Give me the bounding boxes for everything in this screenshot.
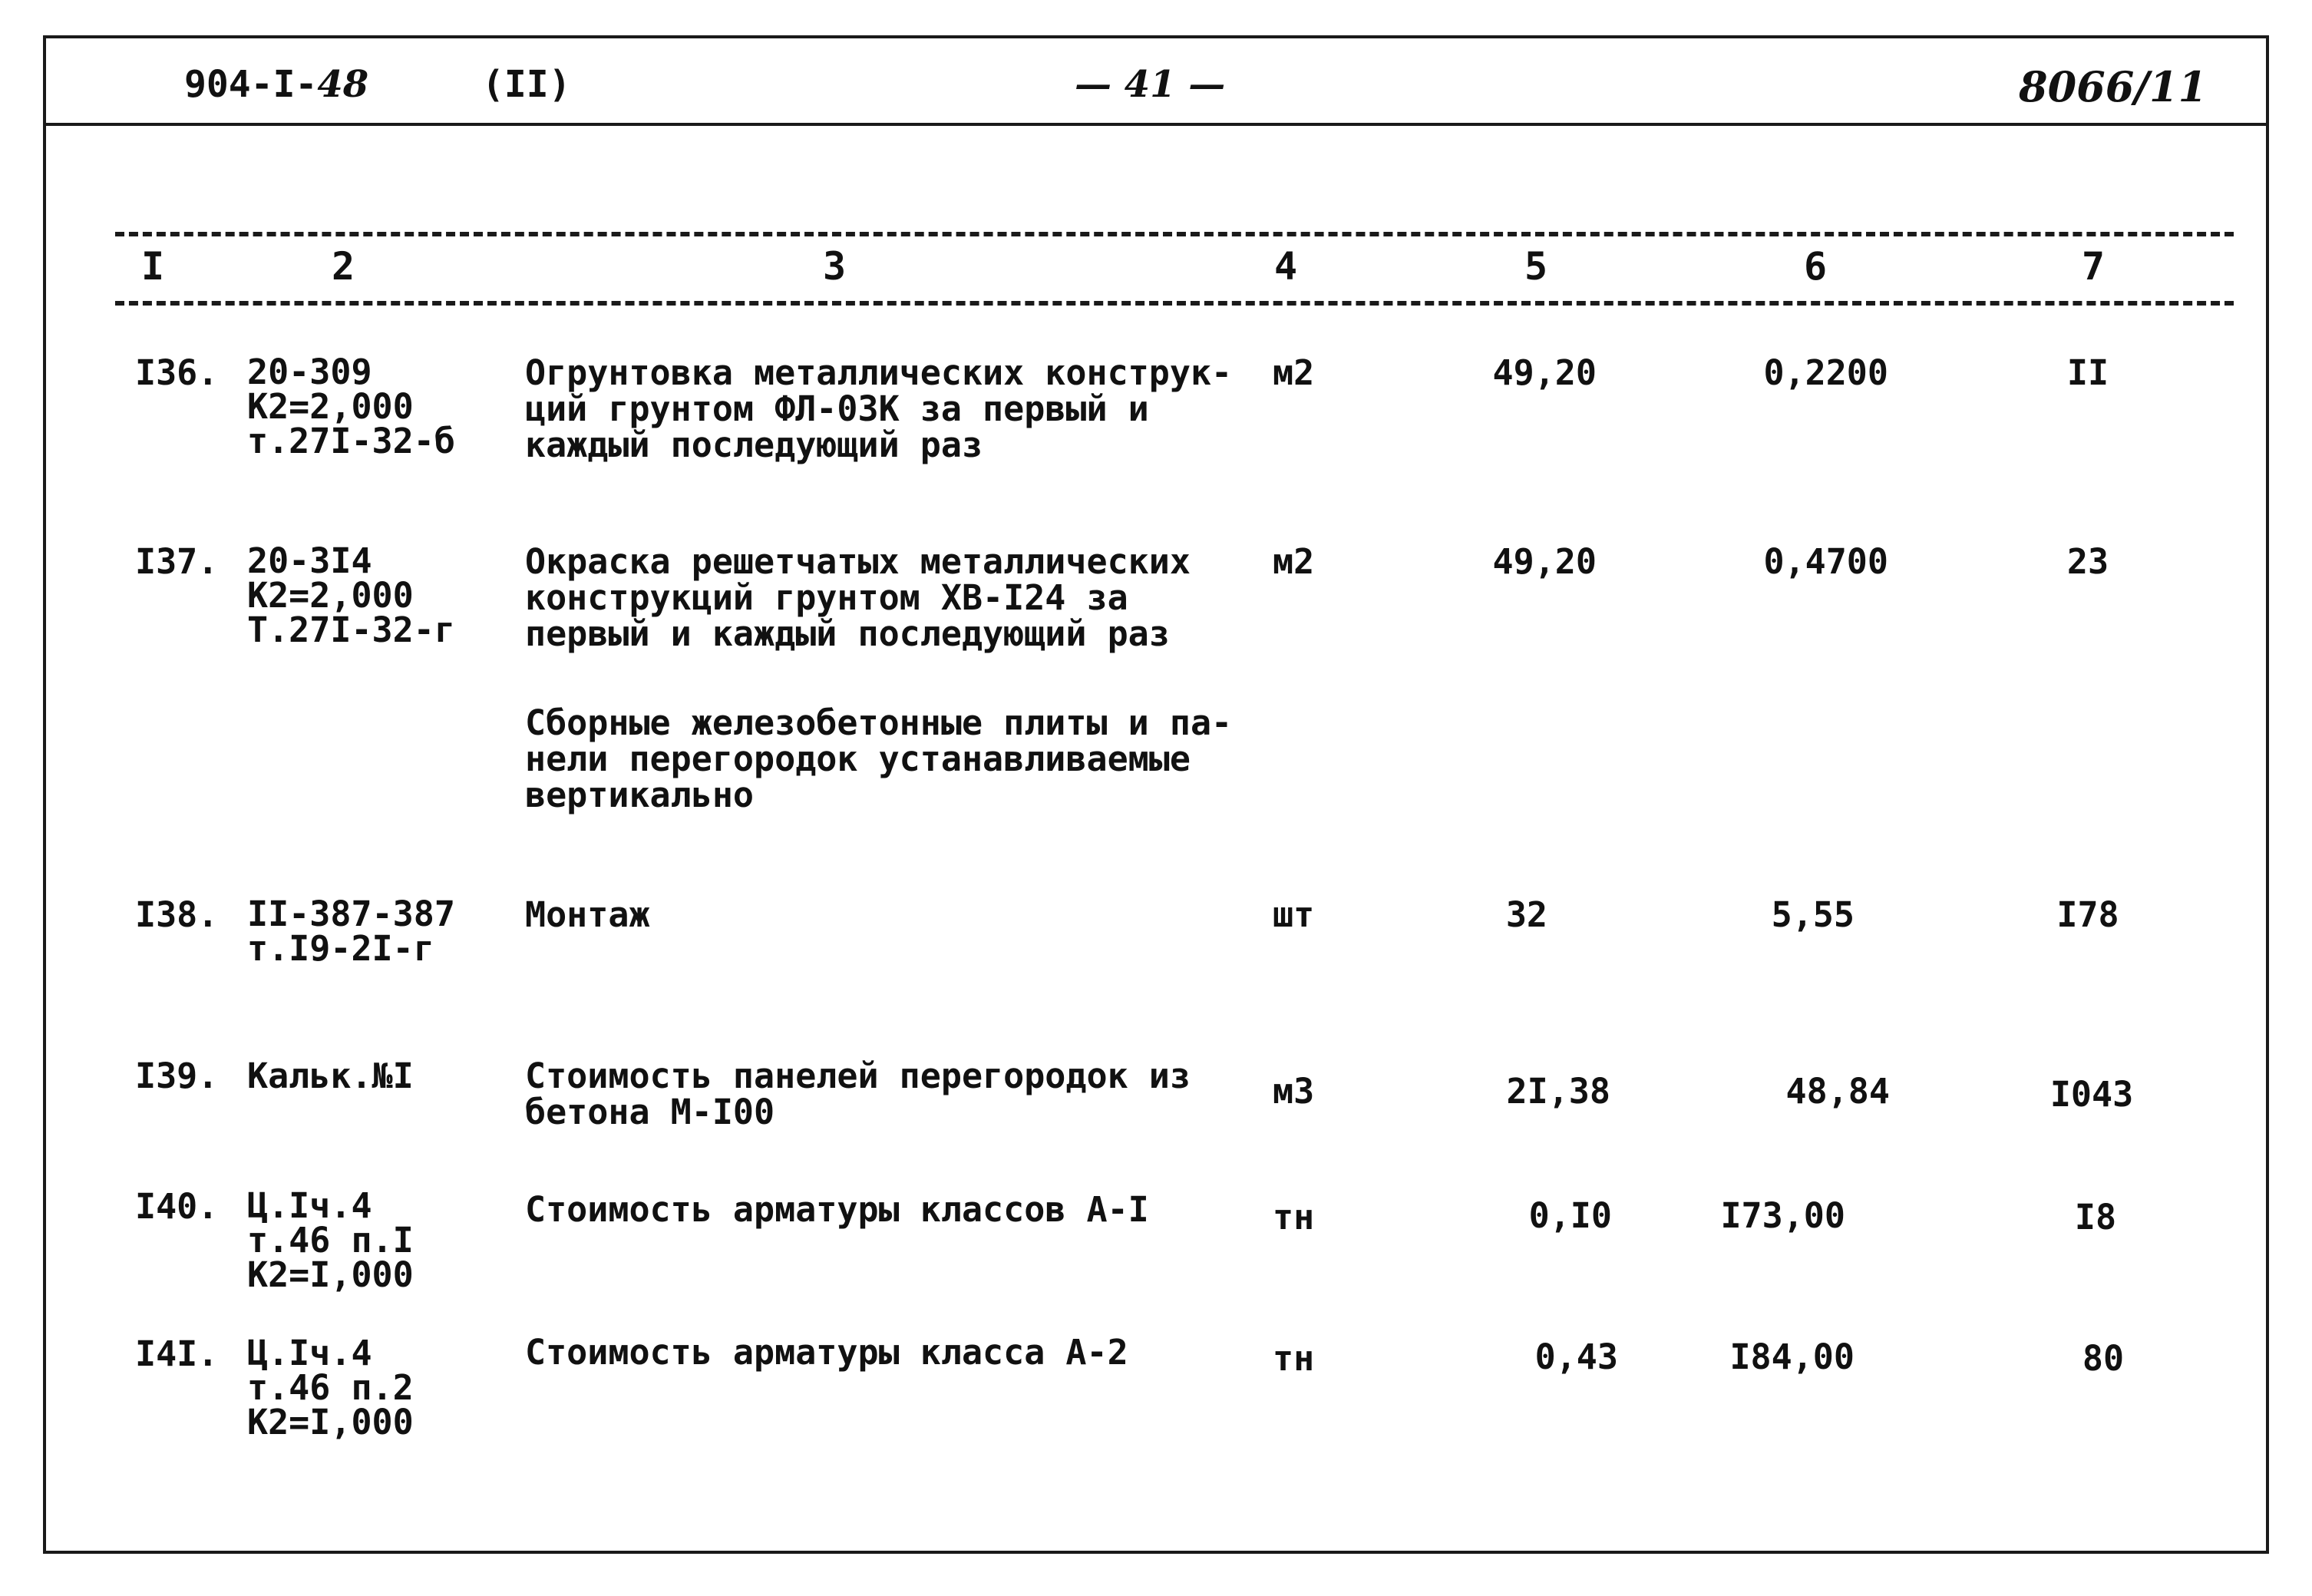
description-line: Стоимость арматуры класса А-2 bbox=[525, 1332, 1128, 1373]
row-number: I38. bbox=[135, 894, 219, 935]
total-cost: 80 bbox=[2082, 1338, 2125, 1379]
rate-code-line: Кальк.№I bbox=[247, 1056, 414, 1096]
row-number: I36. bbox=[135, 352, 219, 393]
rate-code bbox=[247, 1333, 414, 1442]
rate-code bbox=[247, 1058, 414, 1094]
sheet-code: 8066/11 bbox=[2019, 62, 2208, 111]
description-line: бетона М-I00 bbox=[525, 1092, 775, 1132]
rate-code bbox=[247, 894, 455, 969]
column-number-5: 5 bbox=[1524, 244, 1548, 289]
quantity: 0,43 bbox=[1534, 1337, 1618, 1377]
unit: тн bbox=[1273, 1197, 1315, 1237]
work-description bbox=[525, 1058, 1191, 1130]
volume-label: (II) bbox=[482, 63, 571, 106]
section-heading-line: нели перегородок устанавливаемые bbox=[525, 739, 1191, 779]
description-line: Окраска решетчатых металлических bbox=[525, 541, 1191, 582]
description-line: Огрунтовка металлических конструк- bbox=[525, 352, 1233, 393]
column-number-6: 6 bbox=[1804, 244, 1828, 289]
quantity: 2I,38 bbox=[1506, 1071, 1610, 1112]
column-number-1: I bbox=[141, 244, 165, 289]
unit: м3 bbox=[1273, 1071, 1315, 1112]
unit: м2 bbox=[1273, 352, 1315, 393]
column-number-2: 2 bbox=[332, 244, 355, 289]
rate-code-line: т.I9-2I-г bbox=[247, 928, 434, 969]
section-heading-line: Сборные железобетонные плиты и па- bbox=[525, 702, 1233, 743]
rate-code-line: Ц.Iч.4 bbox=[247, 1333, 372, 1373]
description-line: первый и каждый последующий раз bbox=[525, 613, 1170, 654]
unit-price: I84,00 bbox=[1729, 1337, 1855, 1377]
table-header-top-rule bbox=[115, 232, 2234, 236]
work-description bbox=[525, 1191, 1149, 1228]
row-number: I39. bbox=[135, 1056, 219, 1096]
description-line: Монтаж bbox=[525, 894, 650, 935]
unit-price: 0,2200 bbox=[1763, 352, 1888, 393]
total-cost: I8 bbox=[2074, 1197, 2117, 1237]
rate-code-line: К2=2,000 bbox=[247, 386, 414, 427]
unit-price: I73,00 bbox=[1720, 1195, 1845, 1236]
description-line: Стоимость арматуры классов А-I bbox=[525, 1189, 1149, 1230]
page-number: — 41 — bbox=[1075, 63, 1226, 106]
total-cost: 23 bbox=[2066, 541, 2109, 582]
rate-code-line: т.46 п.I bbox=[247, 1220, 414, 1261]
quantity: 32 bbox=[1505, 894, 1547, 935]
section-heading bbox=[525, 702, 1233, 815]
unit-price: 0,4700 bbox=[1763, 541, 1888, 582]
rate-code-line: II-387-387 bbox=[247, 894, 455, 934]
rate-code-line: К2=2,000 bbox=[247, 575, 414, 616]
table-header-bottom-rule bbox=[115, 301, 2234, 306]
unit-price: 48,84 bbox=[1785, 1071, 1890, 1112]
description-line: конструкций грунтом ХВ-I24 за bbox=[525, 577, 1128, 618]
unit: тн bbox=[1273, 1338, 1315, 1379]
work-description bbox=[525, 894, 650, 935]
rate-code bbox=[247, 1185, 414, 1295]
rate-code bbox=[247, 540, 455, 650]
rate-code-line: 20-309 bbox=[247, 352, 372, 392]
total-cost: I043 bbox=[2049, 1074, 2134, 1115]
rate-code-line: т.27I-32-б bbox=[247, 421, 455, 461]
quantity: 49,20 bbox=[1492, 352, 1597, 393]
rate-code-line: т.46 п.2 bbox=[247, 1367, 414, 1408]
header-divider bbox=[43, 123, 2269, 126]
rate-code-line: К2=I,000 bbox=[247, 1254, 414, 1295]
column-number-7: 7 bbox=[2082, 244, 2106, 289]
total-cost: I78 bbox=[2056, 894, 2119, 935]
work-description bbox=[525, 541, 1191, 654]
column-number-4: 4 bbox=[1274, 244, 1298, 289]
section-heading-line: вертикально bbox=[525, 775, 755, 815]
work-description bbox=[525, 1332, 1128, 1373]
description-line: ций грунтом ФЛ-03К за первый и bbox=[525, 388, 1149, 429]
unit-price: 5,55 bbox=[1771, 894, 1855, 935]
doc-code-handwritten: 48 bbox=[317, 63, 369, 106]
description-line: каждый последующий раз bbox=[525, 425, 983, 465]
rate-code-line: Т.27I-32-г bbox=[247, 610, 455, 650]
column-number-3: 3 bbox=[823, 244, 847, 289]
row-number: I40. bbox=[135, 1186, 219, 1227]
work-description bbox=[525, 352, 1233, 465]
quantity: 49,20 bbox=[1492, 541, 1597, 582]
rate-code bbox=[247, 352, 455, 461]
description-line: Стоимость панелей перегородок из bbox=[525, 1056, 1191, 1096]
quantity: 0,I0 bbox=[1528, 1195, 1612, 1236]
doc-code bbox=[184, 63, 369, 106]
total-cost: II bbox=[2066, 352, 2109, 393]
rate-code-line: К2=I,000 bbox=[247, 1402, 414, 1442]
unit: м2 bbox=[1273, 541, 1315, 582]
row-number: I4I. bbox=[135, 1333, 219, 1374]
rate-code-line: 20-3I4 bbox=[247, 540, 372, 581]
rate-code-line: Ц.Iч.4 bbox=[247, 1185, 372, 1226]
unit: шт bbox=[1273, 894, 1315, 935]
doc-code-printed: 904-I- bbox=[184, 63, 318, 106]
row-number: I37. bbox=[135, 541, 219, 582]
